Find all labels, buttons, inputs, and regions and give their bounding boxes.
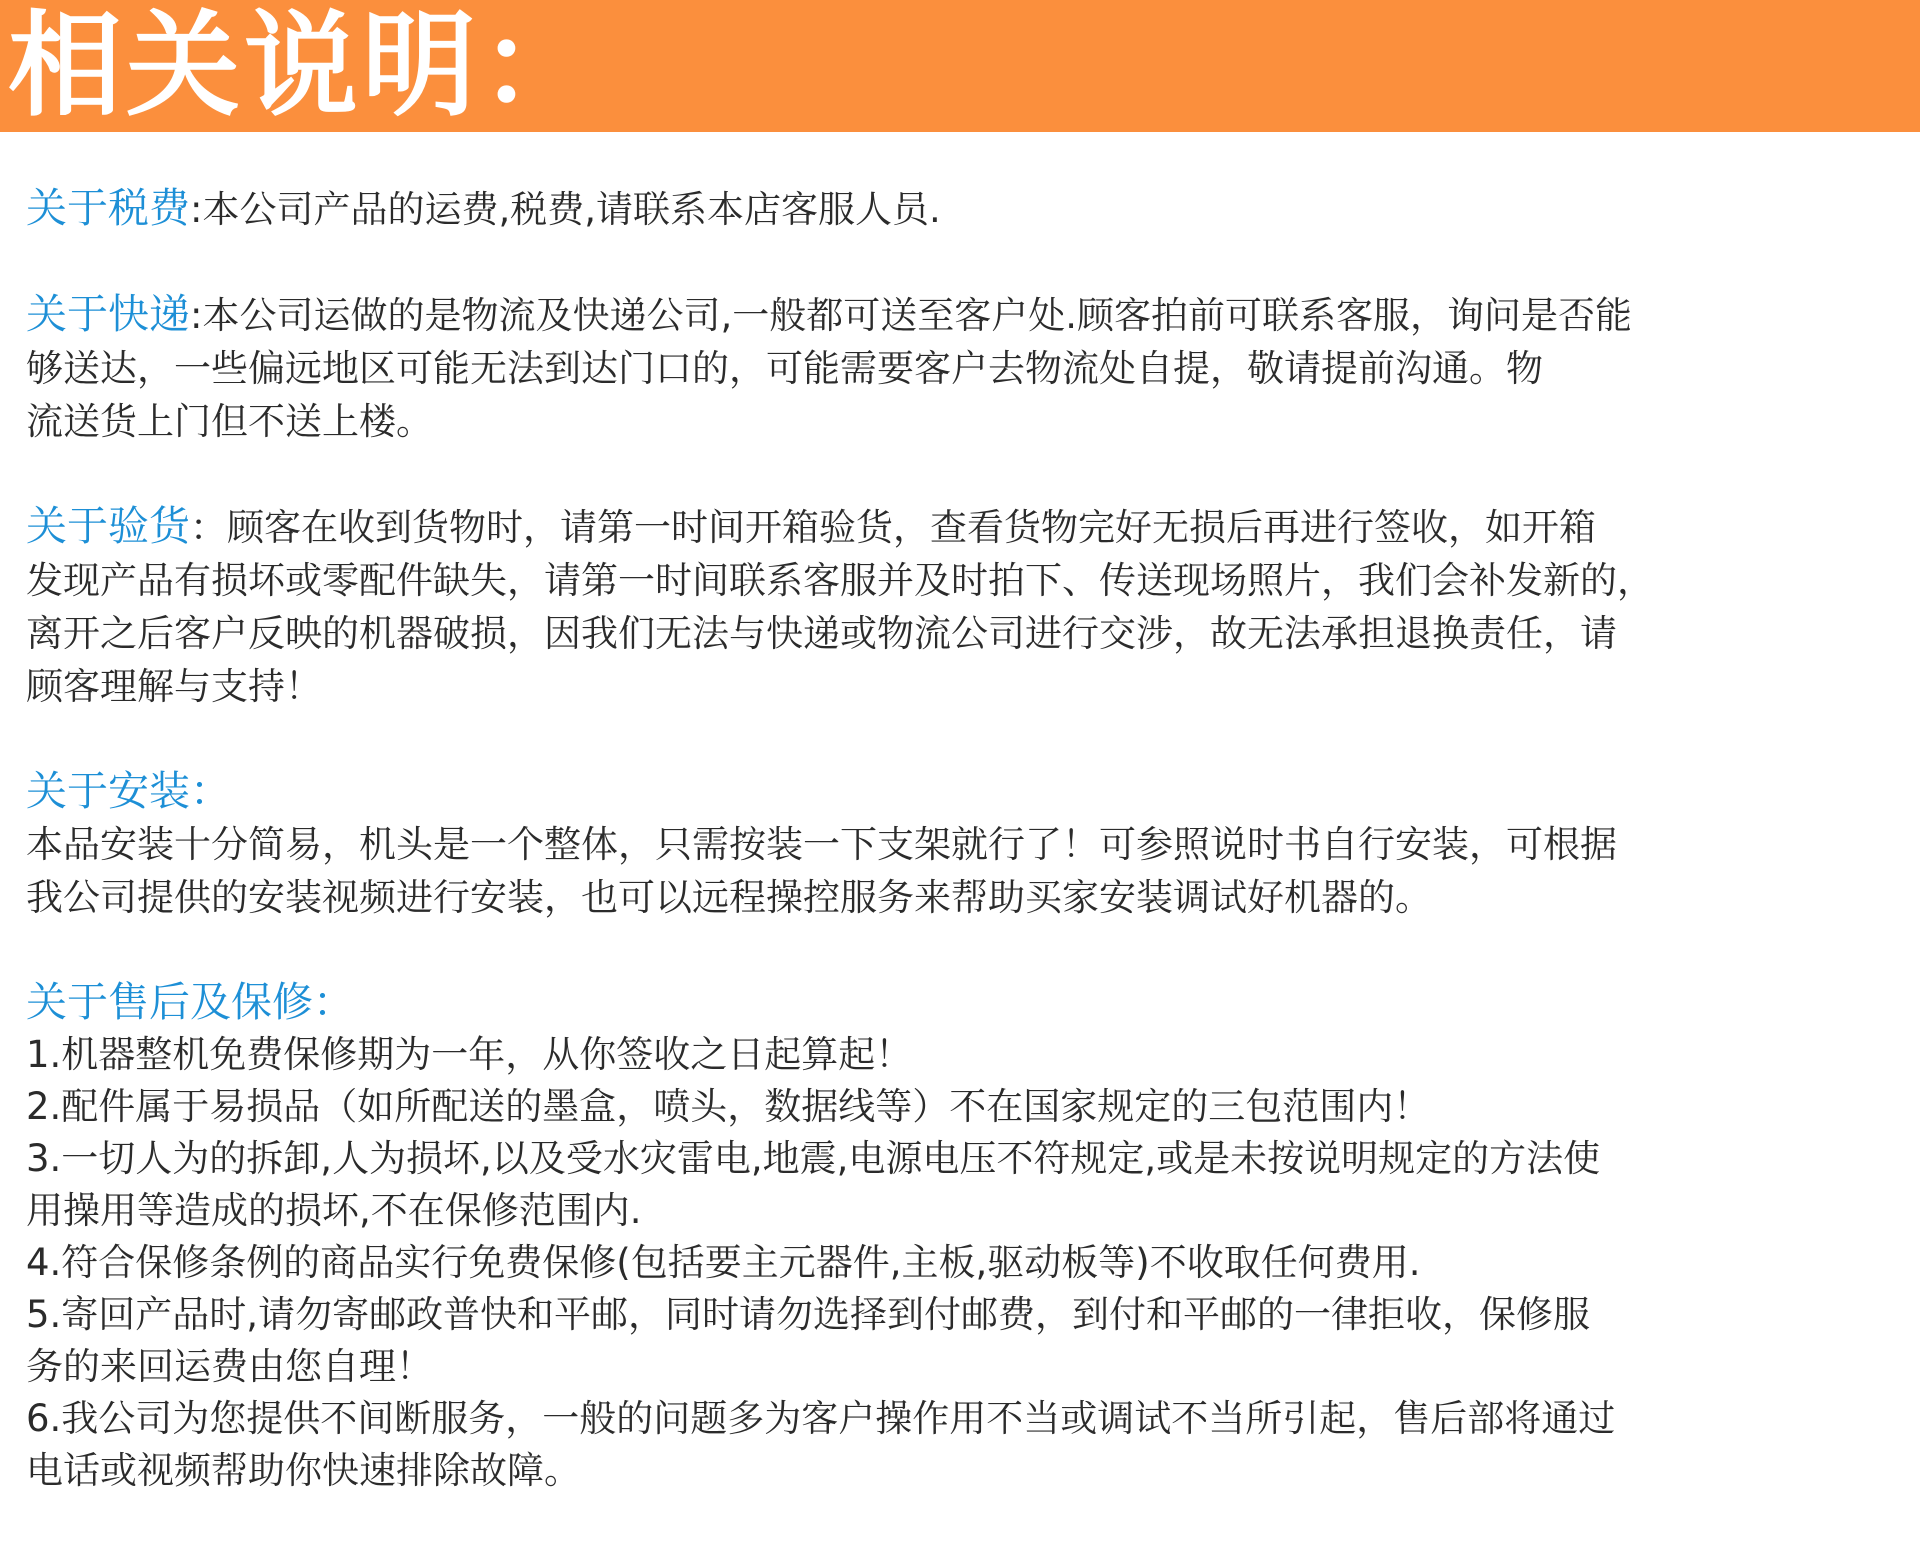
warranty-item-2: 2.配件属于易损品（如所配送的墨盒，喷头，数据线等）不在国家规定的三包范围内！ <box>26 1085 1431 1128</box>
installation-heading: 关于安装： <box>26 767 231 815</box>
header-banner <box>0 0 1920 132</box>
delivery-paragraph <box>26 288 1896 448</box>
warranty-item-1: 1.机器整机免费保修期为一年，从你签收之日起算起！ <box>26 1033 913 1076</box>
section-warranty <box>26 976 1896 1497</box>
section-inspection <box>26 500 1896 713</box>
warranty-item-6: 6.我公司为您提供不间断服务，一般的问题多为客户操作用不当或调试不当所引起，售后部将通过 电话或视频帮助你快速排除故障。 <box>26 1397 1616 1492</box>
installation-text: 本品安装十分简易，机头是一个整体，只需按装一下支架就行了！可参照说时书自行安装，可根据 我公司提供的安装视频进行安装，也可以远程操控服务来帮助买家安装调试好机器的。 <box>26 823 1617 919</box>
warranty-item-5: 5.寄回产品时,请勿寄邮政普快和平邮，同时请勿选择到付邮费，到付和平邮的一律拒收，保修服 务的来回运费由您自理！ <box>26 1293 1591 1388</box>
tax-paragraph <box>26 182 1896 236</box>
delivery-text: :本公司运做的是物流及快递公司,一般都可送至客户处.顾客拍前可联系客服，询问是否能 够送达，一些偏远地区可能无法到达门口的，可能需要客户去物流处自提，敬请提前沟通。物 流送货上门但不送上楼。 <box>26 294 1632 443</box>
inspection-text: ：顾客在收到货物时，请第一时间开箱验货，查看货物完好无损后再进行签收，如开箱 发现产品有损坏或零配件缺失，请第一时间联系客服并及时拍下、传送现场照片，我们会补发新的， 离开之后客户反映的机器破损，因我们无法与快递或物流公司进行交涉，故无法承担退换责任，请 顾客理解与支持！ <box>26 506 1654 708</box>
section-installation <box>26 765 1896 924</box>
warranty-item-4: 4.符合保修条例的商品实行免费保修(包括要主元器件,主板,驱动板等)不收取任何费用. <box>26 1241 1421 1284</box>
section-delivery <box>26 288 1896 448</box>
page-title: 相关说明： <box>8 0 599 132</box>
delivery-label: 关于快递 <box>26 290 190 338</box>
inspection-paragraph <box>26 500 1896 713</box>
inspection-label: 关于验货 <box>26 502 190 550</box>
warranty-heading: 关于售后及保修： <box>26 978 354 1026</box>
section-tax <box>26 182 1896 236</box>
tax-text: :本公司产品的运费,税费,请联系本店客服人员. <box>190 188 941 231</box>
tax-label: 关于税费 <box>26 184 190 232</box>
description-content <box>26 182 1896 1549</box>
warranty-item-3: 3.一切人为的拆卸,人为损坏,以及受水灾雷电,地震,电源电压不符规定,或是未按说明规定的方法使 用操用等造成的损坏,不在保修范围内. <box>26 1137 1601 1232</box>
